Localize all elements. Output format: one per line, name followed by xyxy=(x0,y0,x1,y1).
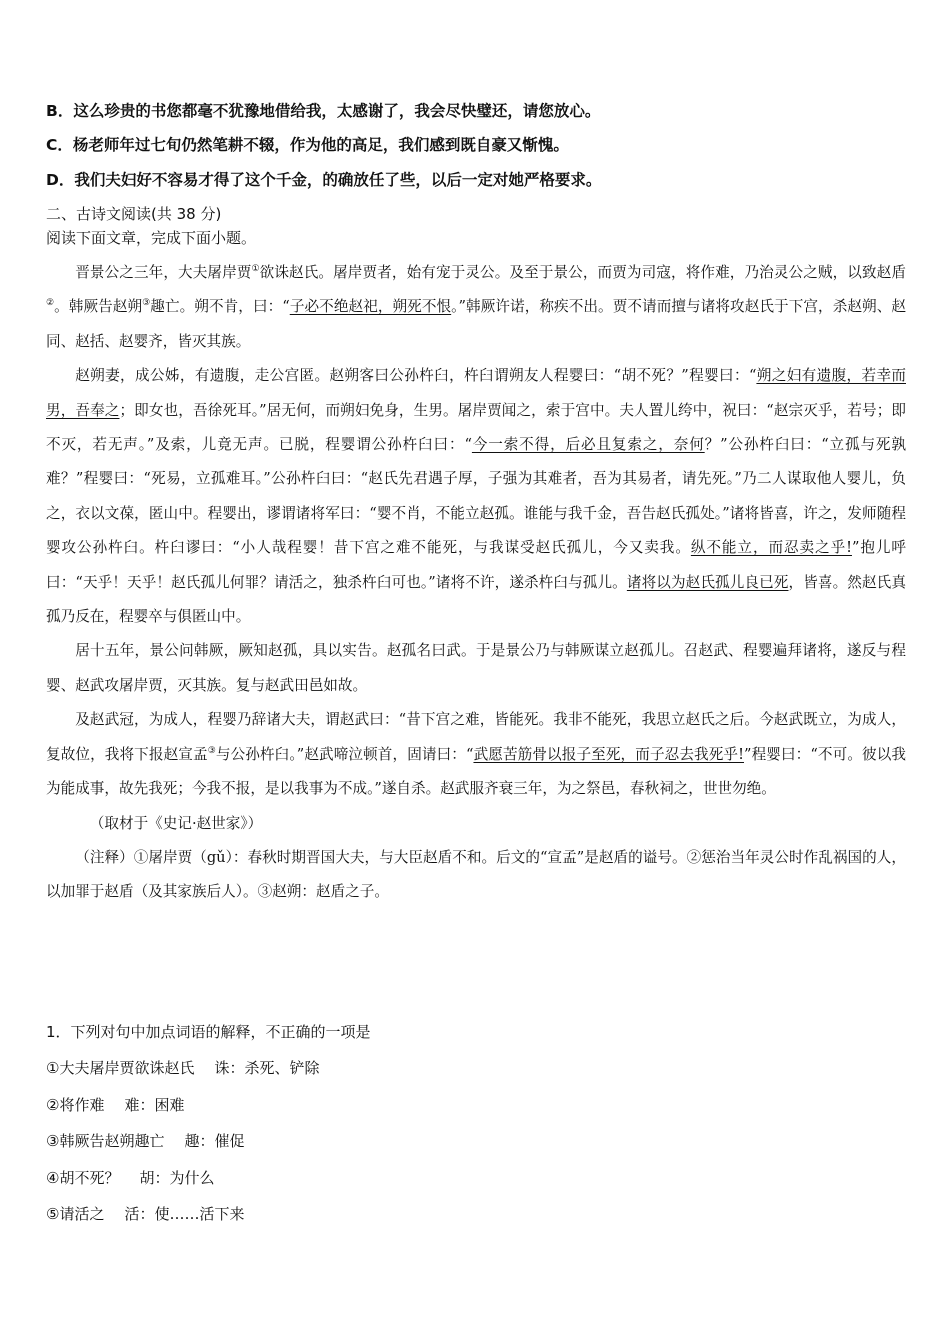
article-paragraph-1: 晋景公之三年，大夫屠岸贾①欲诛赵氏。屠岸贾者，始有宠于灵公。及至于景公，而贾为司寇，将作难，乃治灵公之贼，以致赵盾②。韩厥告赵朔③趣亡。朔不肯，曰：“子必不绝赵祀，朔死不恨。”韩厥许诺，称疾不出。贾不请而擅与诸将攻赵氏于下宫，杀赵朔、赵同、赵括、赵婴齐，皆灭其族。 xyxy=(46,264,906,350)
option-d: D．我们夫妇好不容易才得了这个千金，的确放任了些，以后一定对她严格要求。 xyxy=(46,171,602,189)
section-instruction: 阅读下面文章，完成下面小题。 xyxy=(46,229,257,247)
option-b: B．这么珍贵的书您都毫不犹豫地借给我，太感谢了，我会尽快璧还，请您放心。 xyxy=(46,102,601,120)
underlined-sentence: 诸将以为赵氏孤儿良已死 xyxy=(626,573,789,591)
question-1-item: ③韩厥告赵朔趣亡 趣：催促 xyxy=(46,1132,245,1150)
question-1-item: ①大夫屠岸贾欲诛赵氏 诛：杀死、铲除 xyxy=(46,1059,320,1077)
underlined-sentence: 朔之妇有遗腹，若幸而男，吾奉之 xyxy=(46,367,906,419)
footnote-marker: ③ xyxy=(207,745,216,756)
article-paragraph-4: 及赵武冠，为成人，程婴乃辞诸大夫，谓赵武曰：“昔下宫之难，皆能死。我非不能死，我思立赵氏之后。今赵武既立，为成人，复故位，我将下报赵宣孟③与公孙杵臼。”赵武啼泣顿首，固请曰：“武愿苦筋骨以报子至死，而子忍去我死乎!”程婴曰：“不可。彼以我为能成事，故先我死；今我不报，是以我事为不成。”遂自杀。赵武服齐衰三年，为之祭邑，春秋祠之，世世勿绝。 xyxy=(46,711,907,798)
footnote-marker: ① xyxy=(251,264,260,275)
classical-article xyxy=(46,256,906,910)
section-title: 二、古诗文阅读(共 38 分) xyxy=(46,205,222,223)
question-1-item: ⑤请活之 活：使……活下来 xyxy=(46,1205,245,1223)
option-c: C．杨老师年过七旬仍然笔耕不辍，作为他的高足，我们感到既自豪又惭愧。 xyxy=(46,136,569,154)
article-notes: （注释）①屠岸贾（gǔ）：春秋时期晋国大夫，与大臣赵盾不和。后文的“宣孟”是赵盾的谥号。②惩治当年灵公时作乱祸国的人，以加罪于赵盾（及其家族后人）。③赵朔：赵盾之子。 xyxy=(46,848,906,901)
underlined-sentence: 今一索不得，后必且复索之，奈何 xyxy=(471,436,705,454)
underlined-sentence: 子必不绝赵祀，朔死不恨 xyxy=(289,298,452,316)
article-paragraph-2: 赵朔妻，成公姊，有遗腹，走公宫匿。赵朔客曰公孙杵臼，杵臼谓朔友人程婴曰：“胡不死？”程婴曰：“朔之妇有遗腹，若幸而男，吾奉之；即女也，吾徐死耳。”居无何，而朔妇免身，生男。屠岸贾闻之，索于宫中。夫人置儿绔中，祝曰：“赵宗灭乎，若号；即不灭，若无声。”及索，儿竟无声。已脱，程婴谓公孙杵臼曰：“今一索不得，后必且复索之，奈何？”公孙杵臼曰：“立孤与死孰难？”程婴曰：“死易，立孤难耳。”公孙杵臼曰：“赵氏先君遇子厚，子强为其难者，吾为其易者，请先死。”乃二人谋取他人婴儿，负之，衣以文葆，匿山中。程婴出，谬谓诸将军曰：“婴不肖，不能立赵孤。谁能与我千金，吾告赵氏孤处。”诸将皆喜，许之，发师随程婴攻公孙杵臼。杵臼谬曰：“小人哉程婴！昔下宫之难不能死，与我谋受赵氏孤儿，今又卖我。纵不能立，而忍卖之乎!”抱儿呼曰：“天乎！天乎！赵氏孤儿何罪？请活之，独杀杵臼可也。”诸将不许，遂杀杵臼与孤儿。诸将以为赵氏孤儿良已死，皆喜。然赵氏真孤乃反在，程婴卒与俱匿山中。 xyxy=(46,367,907,626)
question-1-stem: 1．下列对句中加点词语的解释，不正确的一项是 xyxy=(46,1023,371,1041)
question-1-item: ②将作难 难：困难 xyxy=(46,1096,185,1114)
footnote-marker: ③ xyxy=(142,298,151,309)
underlined-sentence: 武愿苦筋骨以报子至死，而子忍去我死乎! xyxy=(473,745,744,763)
underlined-sentence: 纵不能立，而忍卖之乎! xyxy=(690,539,852,557)
article-paragraph-3: 居十五年，景公问韩厥，厥知赵孤，具以实告。赵孤名曰武。于是景公乃与韩厥谋立赵孤儿。召赵武、程婴遍拜诸将，遂反与程婴、赵武攻屠岸贾，灭其族。复与赵武田邑如故。 xyxy=(46,642,906,694)
footnote-marker: ② xyxy=(46,298,55,309)
question-1-item: ④胡不死？ 胡：为什么 xyxy=(46,1169,215,1187)
article-source: （取材于《史记·赵世家》） xyxy=(89,814,263,832)
